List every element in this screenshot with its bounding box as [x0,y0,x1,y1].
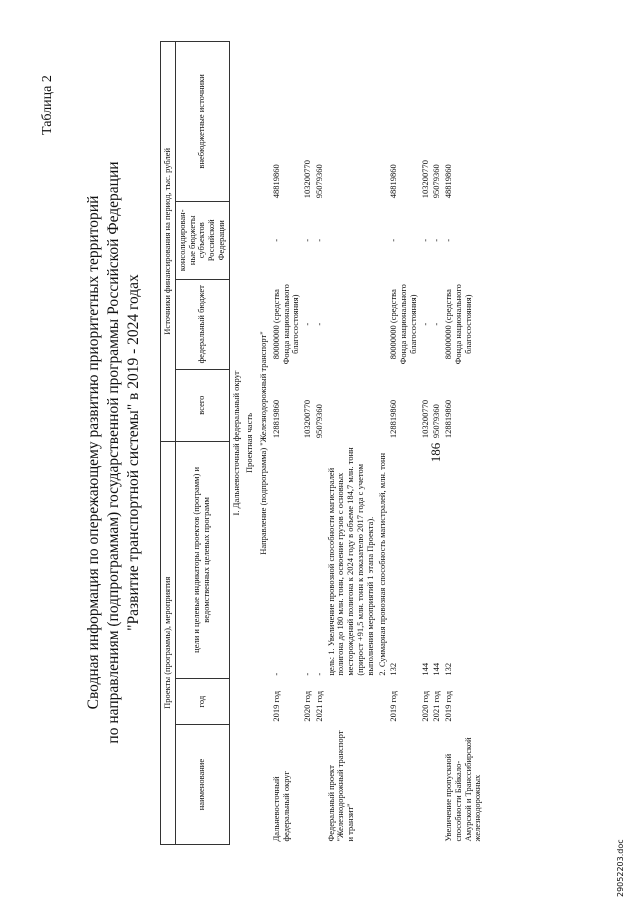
header-name: наименование [175,725,229,845]
cell-federal [326,279,377,369]
summary-table [160,41,484,845]
cell-name [420,725,432,845]
cell-goal: - [313,672,324,676]
cell-extra: 48819860 [388,164,399,199]
cell-federal: - [302,322,313,326]
header-goals: цели и целевые индикаторы проектов (программ) и ведомственных целевых программ [175,441,229,679]
table-label: Таблица 2 [40,75,55,135]
cell-name [431,725,443,845]
cell-total: 128819860 [388,399,399,439]
cell-total: 95079360 [313,404,324,439]
table-row [420,42,432,845]
cell-goal: 2. Суммарная провозная способность магистралей, млн. тонн [376,452,387,676]
cell-extra [326,42,377,202]
header-regional: консолидирован-ные бюджеты субъектов Российской Федерации [175,201,229,279]
table-row [326,42,377,845]
table-row [443,42,484,845]
cell-name [388,725,419,845]
cell-federal: - [313,322,324,326]
cell-federal: - [419,322,430,326]
cell-extra: 48819860 [270,164,281,199]
cell-federal: - [431,322,442,326]
cell-year [377,679,389,725]
table-row [271,42,302,845]
title-line-2: по направлениям (подпрограммам) государственной программы Российской Федерации [105,161,122,744]
cell-extra: 48819860 [443,164,454,199]
cell-total: 95079360 [431,404,442,439]
cell-name [314,725,326,845]
cell-regional: - [443,238,454,242]
cell-extra: 95079360 [313,164,324,199]
cell-total: 103200770 [419,399,430,439]
section-direction: Направление (подпрограмма) "Железнодорожный транспорт" [258,331,269,555]
cell-name [302,725,314,845]
cell-goal: 132 [443,662,454,676]
cell-year: 2019 год [270,690,281,722]
table-row [431,42,443,845]
cell-year: 2019 год [443,690,454,722]
cell-regional: - [431,238,442,242]
cell-total [326,369,377,441]
cell-regional: - [302,238,313,242]
title-line-3: "Развитие транспортной системы" в 2019 - 2024 годах [125,274,142,631]
cell-goal: - [270,672,281,676]
cell-total [377,369,389,441]
cell-regional: - [419,238,430,242]
section-district: I. Дальневосточный федеральный округ [230,370,241,516]
table-row [302,42,314,845]
table-row [377,42,389,845]
cell-name: Дальневосточный федеральный округ [270,770,291,842]
cell-name: Федеральный проект "Железнодорожный транспорт и транзит" [325,730,356,842]
cell-regional: - [388,238,399,242]
cell-federal [377,279,389,369]
cell-year: 2021 год [313,690,324,722]
cell-name: Увеличение пропускной способности Байкало-Амурской и Транссибирской железнодорожных [443,737,483,842]
cell-extra: 103200770 [419,160,430,199]
section-part: Проектная часть [244,413,255,474]
cell-regional: - [313,238,324,242]
cell-regional [326,201,377,279]
cell-goal: - [302,672,313,676]
cell-goal: цель: 1. Увеличение провозной способности магистралей полигона до 180 млн. тонн, освоение грузов с основных месторождений полигона к 2024 году в объеме 184,7 млн. тонн (прирост +91,5 млн. тонн к показателю 2017 года с учетом выполнения мероприятий 1 этапа Проекта). [325,447,375,676]
cell-total: 128819860 [270,399,281,439]
header-year: год [175,679,229,725]
cell-federal: 80000000 (средства Фонда национального благосостояния) [388,284,418,365]
cell-year: 2020 год [302,690,313,722]
cell-year [326,679,377,725]
cell-regional: - [270,238,281,242]
cell-goal: 144 [431,662,442,676]
cell-federal: 80000000 (средства Фонда национального благосостояния) [270,284,301,365]
cell-goal: 144 [419,662,430,676]
table-row [314,42,326,845]
page-number: 186 [428,442,443,463]
header-extra: внебюджетные источники [175,42,229,202]
header-federal: федеральный бюджет [175,279,229,369]
cell-total: 103200770 [302,399,313,439]
cell-goal: 132 [388,662,399,676]
cell-extra [377,42,389,202]
header-group-projects: Проекты (программы), мероприятия [161,441,176,844]
title-line-1: Сводная информация по опережающему развитию приоритетных территорий [85,195,102,710]
cell-federal: 80000000 (средства Фонда национального благосостояния) [443,284,473,365]
document-footer: 29052203.doc [616,839,625,897]
cell-year: 2021 год [431,690,442,722]
cell-total: 128819860 [443,399,454,439]
cell-year: 2019 год [388,690,399,722]
cell-extra: 95079360 [431,164,442,199]
cell-regional [377,201,389,279]
cell-year: 2020 год [419,690,430,722]
cell-extra: 103200770 [302,160,313,199]
header-total: всего [175,369,229,441]
table-row [388,42,419,845]
header-group-sources: Источники финансирования на период, тыс. рублей [161,42,176,442]
cell-name [377,725,389,845]
